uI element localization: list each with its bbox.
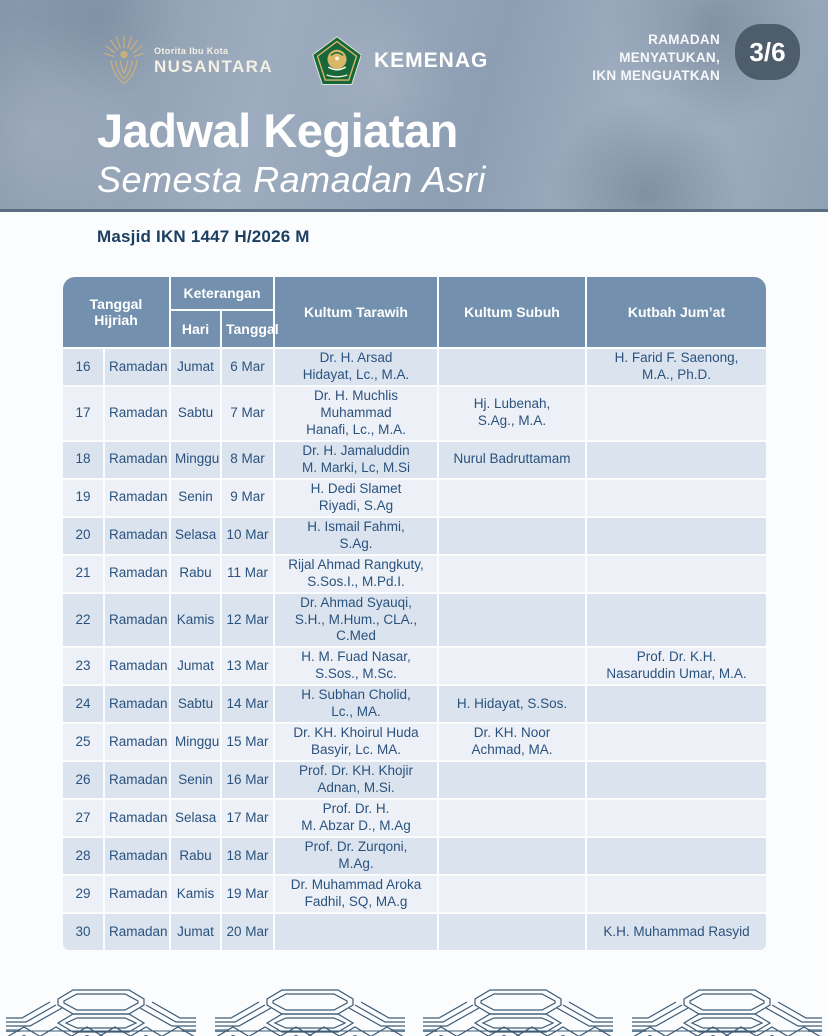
cell-kutbah-jumat xyxy=(587,762,766,798)
cell-hijri-number: 28 xyxy=(63,838,103,874)
table-row xyxy=(63,648,766,684)
cell-kultum-subuh xyxy=(439,914,585,950)
cell-hijri-number: 27 xyxy=(63,800,103,836)
logo-kemenag xyxy=(311,35,488,87)
cell-kutbah-jumat: K.H. Muhammad Rasyid xyxy=(587,914,766,950)
cell-kultum-subuh: Nurul Badruttamam xyxy=(439,442,585,478)
table-row xyxy=(63,387,766,440)
woven-batik-motif-icon xyxy=(632,984,822,1036)
cell-kultum-subuh xyxy=(439,762,585,798)
cell-kultum-tarawih: H. Ismail Fahmi, S.Ag. xyxy=(275,518,437,554)
header-keterangan: Keterangan xyxy=(171,277,273,309)
logo-otorita-text xyxy=(154,46,273,77)
logo-kemenag-label: KEMENAG xyxy=(374,49,489,72)
cell-date: 13 Mar xyxy=(222,648,273,684)
cell-month: Ramadan xyxy=(105,387,169,440)
cell-date: 15 Mar xyxy=(222,724,273,760)
cell-kultum-tarawih: Prof. Dr. Zurqoni, M.Ag. xyxy=(275,838,437,874)
schedule-table xyxy=(61,275,768,952)
cell-kutbah-jumat xyxy=(587,724,766,760)
cell-day: Senin xyxy=(171,480,220,516)
cell-kutbah-jumat xyxy=(587,387,766,440)
cell-day: Senin xyxy=(171,762,220,798)
cell-hijri-number: 21 xyxy=(63,556,103,592)
table-row xyxy=(63,518,766,554)
cell-hijri-number: 30 xyxy=(63,914,103,950)
section-title: Masjid IKN 1447 H/2026 M xyxy=(97,227,310,246)
cell-kutbah-jumat xyxy=(587,518,766,554)
cell-date: 7 Mar xyxy=(222,387,273,440)
table-row xyxy=(63,594,766,647)
table-row xyxy=(63,556,766,592)
cell-kultum-subuh: Dr. KH. Noor Achmad, MA. xyxy=(439,724,585,760)
cell-date: 9 Mar xyxy=(222,480,273,516)
cell-kultum-tarawih: Dr. KH. Khoirul Huda Basyir, Lc. MA. xyxy=(275,724,437,760)
header-tanggal-hijriah: Tanggal Hijriah xyxy=(63,277,169,347)
woven-batik-motif-icon xyxy=(423,984,613,1036)
cell-date: 14 Mar xyxy=(222,686,273,722)
cell-kultum-subuh: Hj. Lubenah, S.Ag., M.A. xyxy=(439,387,585,440)
cell-hijri-number: 23 xyxy=(63,648,103,684)
cell-kultum-subuh xyxy=(439,518,585,554)
cell-kultum-tarawih: H. Dedi Slamet Riyadi, S.Ag xyxy=(275,480,437,516)
cell-kutbah-jumat xyxy=(587,838,766,874)
cell-kultum-subuh xyxy=(439,838,585,874)
cell-hijri-number: 22 xyxy=(63,594,103,647)
cell-month: Ramadan xyxy=(105,442,169,478)
table-row xyxy=(63,442,766,478)
cell-kutbah-jumat xyxy=(587,876,766,912)
cell-day: Sabtu xyxy=(171,387,220,440)
page-subtitle: Semesta Ramadan Asri xyxy=(97,159,486,201)
cell-kultum-tarawih: Dr. Ahmad Syauqi, S.H., M.Hum., CLA., C.Med xyxy=(275,594,437,647)
cell-day: Rabu xyxy=(171,556,220,592)
table-row xyxy=(63,762,766,798)
tree-of-life-icon xyxy=(103,34,145,88)
cell-kutbah-jumat xyxy=(587,442,766,478)
woven-batik-motif-icon xyxy=(6,984,196,1036)
logo-otorita xyxy=(103,34,273,88)
cell-month: Ramadan xyxy=(105,349,169,385)
header-kultum-tarawih: Kultum Tarawih xyxy=(275,277,437,347)
cell-hijri-number: 25 xyxy=(63,724,103,760)
cell-kultum-tarawih: Prof. Dr. H. M. Abzar D., M.Ag xyxy=(275,800,437,836)
cell-kultum-subuh xyxy=(439,349,585,385)
cell-date: 18 Mar xyxy=(222,838,273,874)
cell-kultum-subuh xyxy=(439,594,585,647)
cell-kultum-tarawih: Dr. Muhammad Aroka Fadhil, SQ, MA.g xyxy=(275,876,437,912)
page-title: Jadwal Kegiatan xyxy=(97,104,458,157)
cell-month: Ramadan xyxy=(105,686,169,722)
logo-row xyxy=(103,34,488,88)
header-kultum-subuh: Kultum Subuh xyxy=(439,277,585,347)
cell-date: 20 Mar xyxy=(222,914,273,950)
cell-month: Ramadan xyxy=(105,518,169,554)
table-row xyxy=(63,838,766,874)
cell-kultum-subuh xyxy=(439,480,585,516)
cell-hijri-number: 20 xyxy=(63,518,103,554)
cell-month: Ramadan xyxy=(105,876,169,912)
cell-date: 16 Mar xyxy=(222,762,273,798)
table-row xyxy=(63,349,766,385)
cell-day: Jumat xyxy=(171,349,220,385)
hero-photo-band xyxy=(0,0,828,212)
cell-hijri-number: 16 xyxy=(63,349,103,385)
cell-kutbah-jumat xyxy=(587,556,766,592)
cell-date: 10 Mar xyxy=(222,518,273,554)
cell-kultum-tarawih: Dr. H. Arsad Hidayat, Lc., M.A. xyxy=(275,349,437,385)
header-hari: Hari xyxy=(171,311,220,347)
cell-kultum-subuh xyxy=(439,648,585,684)
cell-month: Ramadan xyxy=(105,556,169,592)
footer-ornament-border xyxy=(0,984,828,1036)
cell-month: Ramadan xyxy=(105,762,169,798)
cell-kultum-tarawih: Dr. H. Muchlis Muhammad Hanafi, Lc., M.A. xyxy=(275,387,437,440)
cell-month: Ramadan xyxy=(105,480,169,516)
cell-day: Rabu xyxy=(171,838,220,874)
cell-date: 19 Mar xyxy=(222,876,273,912)
woven-batik-motif-icon xyxy=(215,984,405,1036)
cell-kutbah-jumat xyxy=(587,800,766,836)
logo-otorita-line2: NUSANTARA xyxy=(154,56,273,76)
schedule-table-body xyxy=(63,349,766,950)
cell-kultum-tarawih: Dr. H. Jamaluddin M. Marki, Lc, M.Si xyxy=(275,442,437,478)
table-row xyxy=(63,914,766,950)
cell-hijri-number: 24 xyxy=(63,686,103,722)
cell-kultum-subuh xyxy=(439,800,585,836)
cell-month: Ramadan xyxy=(105,914,169,950)
table-row xyxy=(63,876,766,912)
cell-kultum-tarawih: Prof. Dr. KH. Khojir Adnan, M.Si. xyxy=(275,762,437,798)
cell-kutbah-jumat xyxy=(587,686,766,722)
cell-date: 17 Mar xyxy=(222,800,273,836)
table-row xyxy=(63,800,766,836)
table-row xyxy=(63,724,766,760)
campaign-tagline: RAMADAN MENYATUKAN, IKN MENGUATKAN xyxy=(592,32,720,83)
cell-date: 6 Mar xyxy=(222,349,273,385)
cell-month: Ramadan xyxy=(105,648,169,684)
cell-hijri-number: 19 xyxy=(63,480,103,516)
table-row xyxy=(63,480,766,516)
cell-day: Jumat xyxy=(171,914,220,950)
cell-kutbah-jumat xyxy=(587,480,766,516)
cell-kultum-tarawih: Rijal Ahmad Rangkuty, S.Sos.I., M.Pd.I. xyxy=(275,556,437,592)
cell-kutbah-jumat: Prof. Dr. K.H. Nasaruddin Umar, M.A. xyxy=(587,648,766,684)
title-block xyxy=(97,106,486,201)
cell-hijri-number: 29 xyxy=(63,876,103,912)
cell-hijri-number: 18 xyxy=(63,442,103,478)
cell-kultum-tarawih: H. M. Fuad Nasar, S.Sos., M.Sc. xyxy=(275,648,437,684)
cell-hijri-number: 26 xyxy=(63,762,103,798)
cell-date: 8 Mar xyxy=(222,442,273,478)
cell-day: Kamis xyxy=(171,594,220,647)
schedule-table-wrap xyxy=(61,275,768,952)
cell-kultum-subuh: H. Hidayat, S.Sos. xyxy=(439,686,585,722)
cell-date: 11 Mar xyxy=(222,556,273,592)
cell-day: Minggu xyxy=(171,442,220,478)
cell-day: Minggu xyxy=(171,724,220,760)
cell-day: Jumat xyxy=(171,648,220,684)
cell-month: Ramadan xyxy=(105,594,169,647)
cell-day: Sabtu xyxy=(171,686,220,722)
cell-kutbah-jumat xyxy=(587,594,766,647)
cell-kultum-subuh xyxy=(439,876,585,912)
header-kutbah-jumat: Kutbah Jum’at xyxy=(587,277,766,347)
cell-month: Ramadan xyxy=(105,838,169,874)
cell-kultum-subuh xyxy=(439,556,585,592)
page-number-badge: 3/6 xyxy=(735,24,800,80)
cell-day: Selasa xyxy=(171,518,220,554)
kemenag-pentagon-icon xyxy=(311,35,363,87)
cell-month: Ramadan xyxy=(105,800,169,836)
cell-date: 12 Mar xyxy=(222,594,273,647)
cell-month: Ramadan xyxy=(105,724,169,760)
cell-kultum-tarawih: H. Subhan Cholid, Lc., MA. xyxy=(275,686,437,722)
cell-kultum-tarawih xyxy=(275,914,437,950)
header-tanggal: Tanggal xyxy=(222,311,273,347)
cell-day: Selasa xyxy=(171,800,220,836)
table-row xyxy=(63,686,766,722)
cell-hijri-number: 17 xyxy=(63,387,103,440)
logo-otorita-line1: Otorita Ibu Kota xyxy=(154,45,229,56)
cell-kutbah-jumat: H. Farid F. Saenong, M.A., Ph.D. xyxy=(587,349,766,385)
cell-day: Kamis xyxy=(171,876,220,912)
